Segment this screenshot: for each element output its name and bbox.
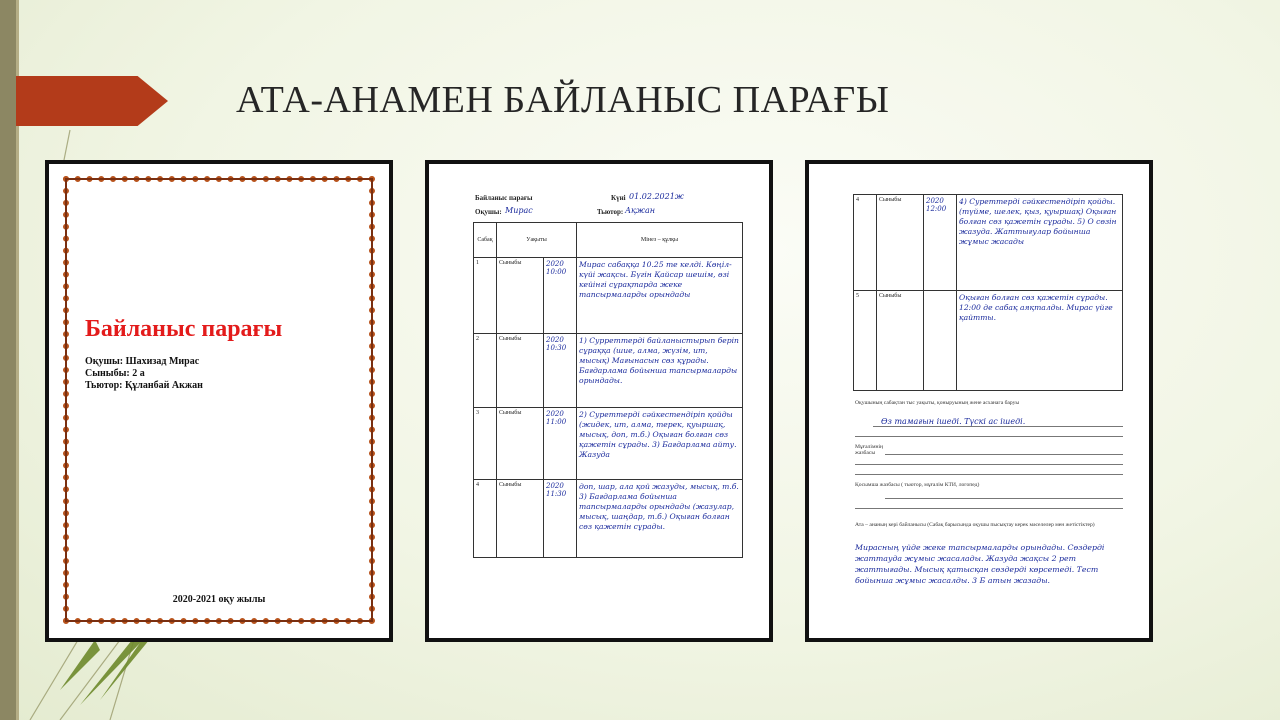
cover-grade: Сыныбы: 2 а	[85, 368, 145, 379]
rule-line	[855, 508, 1123, 509]
title-arrow-accent	[16, 76, 168, 126]
table-header-row	[474, 223, 743, 258]
row-time: 2020 12:00	[924, 195, 957, 291]
row-num: 1	[474, 258, 497, 334]
row-time: 2020 11:30	[544, 480, 577, 558]
row-note: доп, шар, ала қой жазуды, мысық, т.б. 3) Бағдарлама бойынша тапсырмаларды орындады (жазулар, мысық, шаңдар, т.б.) Оқыған болған сөз қажетін сұрады.	[577, 480, 743, 558]
field-teacher-label: Мұғалімнің жазбасы	[855, 444, 884, 456]
table-row	[474, 334, 743, 408]
table-row	[854, 195, 1123, 291]
row-num: 2	[474, 334, 497, 408]
student-label: Оқушы:	[475, 208, 502, 216]
rule-line	[885, 498, 1123, 499]
sheet-heading: Байланыс парағы	[475, 194, 533, 202]
row-subject: Сыныбы	[497, 258, 544, 334]
slide-title: АТА-АНАМЕН БАЙЛАНЫС ПАРАҒЫ	[236, 79, 890, 121]
ornamental-border	[63, 176, 375, 624]
field-break-value: Өз тамағын ішеді. Түскі ас ішеді.	[881, 417, 1026, 426]
row-time: 2020 10:00	[544, 258, 577, 334]
row-time	[924, 291, 957, 391]
tutor-label: Тьютор:	[597, 208, 624, 216]
cover-title: Байланыс парағы	[85, 316, 283, 342]
row-note: Мирас сабаққа 10.25 те келді. Көңіл-күйі жақсы. Бүгін Қайсар шешім, өзі кейінгі сұрақтарда жеке тапсырмаларды орындады	[577, 258, 743, 334]
student-value: Мирас	[505, 206, 533, 215]
cover-year: 2020-2021 оқу жылы	[172, 594, 266, 605]
date-value: 01.02.2021ж	[629, 192, 684, 201]
col-lesson: Сабақ	[474, 223, 497, 258]
row-num: 4	[474, 480, 497, 558]
field-extra-label: Қосымша жазбасы ( тьютор, мұғалім КТИ, логопед)	[855, 482, 980, 488]
rule-line	[885, 454, 1123, 455]
tutor-value: Ақжан	[625, 206, 656, 215]
rule-line	[855, 464, 1123, 465]
row-subject: Сыныбы	[497, 334, 544, 408]
row-time: 2020 11:00	[544, 408, 577, 480]
row-time: 2020 10:30	[544, 334, 577, 408]
field-parent-value: Мирасның үйде жеке тапсырмаларды орындады. Сөздерді жаттауда жұмыс жасалады. Жазуда жақсы 2 рет жаттығады. Мысық қатысқан сөздерді көрсетеді. Тест бойынша жұмыс жасалды. 3 Б атын жазады.	[855, 543, 1105, 585]
col-behavior: Мінез – құлқы	[577, 223, 743, 258]
row-subject: Сыныбы	[497, 408, 544, 480]
row-num: 5	[854, 291, 877, 391]
contact-sheet-page-1	[425, 160, 773, 642]
rule-line	[855, 436, 1123, 437]
row-note: 2) Суреттерді сәйкестендіріп қойды (жидек, ит, алма, терек, қуыршақ, мысық, доп, т.б.) Оқыған болған сөз қажетін сұрады. 3) Бағдарлама айту. Жазуда	[577, 408, 743, 480]
row-subject: Сыныбы	[877, 291, 924, 391]
cover-tutor: Тьютор: Құланбай Акжан	[85, 380, 203, 391]
cover-info	[85, 356, 203, 392]
field-parent-label: Ата – ананың кері байланысы (Сабақ барысында оқушы пысықтау керек мәселелер мен жетістіктер)	[855, 522, 1095, 528]
row-num: 4	[854, 195, 877, 291]
table-row	[474, 408, 743, 480]
row-subject: Сыныбы	[877, 195, 924, 291]
contact-sheet-page-2	[805, 160, 1153, 642]
table-row	[854, 291, 1123, 391]
cover-student: Оқушы: Шахизад Мирас	[85, 356, 200, 367]
rule-line	[873, 426, 1123, 427]
row-num: 3	[474, 408, 497, 480]
table-row	[474, 258, 743, 334]
rule-line	[855, 474, 1123, 475]
row-note: 1) Сурреттерді байланыстырып беріп сұраққа (шие, алма, жүзім, ит, мысық) Мағынасын сөз құрады. Бағдарлама бойынша тапсырмаларды орындады.	[577, 334, 743, 408]
field-break-label: Оқушының сабақтан тыс уақыты, қоныруының жене асханага баруы	[855, 400, 1020, 406]
row-note: Оқыған болған сөз қажетін сұрады. 12:00 де сабақ аяқталды. Мирас үйге қайтты.	[957, 291, 1123, 391]
col-time: Уақыты	[497, 223, 577, 258]
row-subject: Сыныбы	[497, 480, 544, 558]
behavior-table-continued	[853, 194, 1123, 391]
table-row	[474, 480, 743, 558]
cover-page-image	[45, 160, 393, 642]
behavior-table	[473, 222, 743, 558]
date-label: Күні	[611, 194, 626, 202]
row-note: 4) Суреттерді сәйкестендіріп қойды. (түйме, шелек, қыз, қуыршақ) Оқыған болған сөз қажетін сұрады. 5) О сөзін жазуда. Жаттығулар бойынша жұмыс жасады	[957, 195, 1123, 291]
